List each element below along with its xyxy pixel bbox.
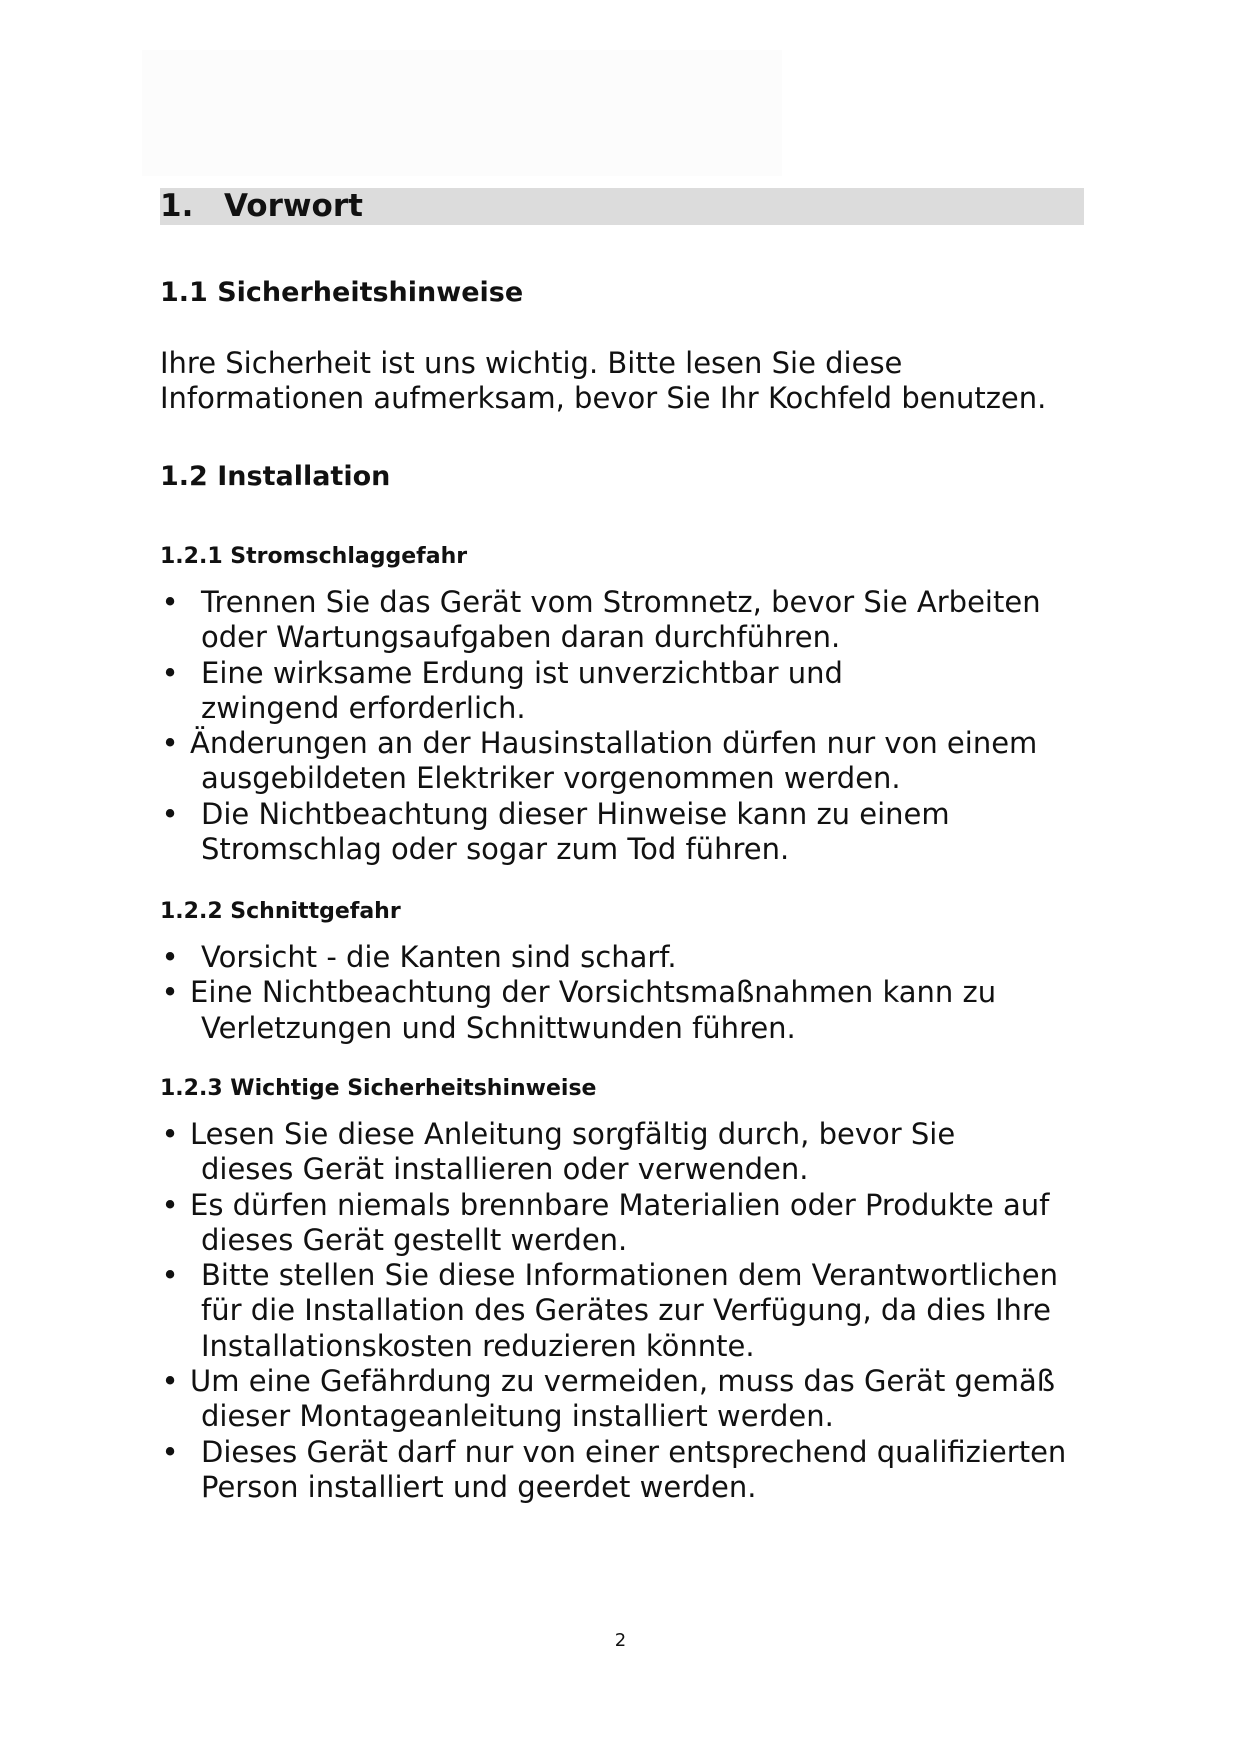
list-item-line: Person installiert und geerdet werden. (201, 1469, 757, 1504)
bullet-icon: • (161, 726, 179, 761)
list-item-text (160, 726, 1041, 797)
bullet-list-wichtige-sicherheitshinweise (160, 1117, 1066, 1505)
list-item-line: Änderungen an der Hausinstallation dürfen nur von einem (190, 726, 1038, 761)
list-item-line: Lesen Sie diese Anleitung sorgfältig durch, bevor Sie (190, 1117, 956, 1151)
list-item-line: zwingend erforderlich. (201, 690, 526, 725)
bullet-icon: • (161, 1117, 179, 1151)
section-heading-1-1: 1.1 Sicherheitshinweise (160, 277, 524, 308)
list-item (160, 975, 996, 1046)
page-header-area (142, 50, 782, 176)
list-item (160, 1258, 1066, 1364)
list-item (160, 1188, 1066, 1259)
list-item-text (160, 975, 996, 1046)
list-item-line: Eine wirksame Erdung ist unverzichtbar und (201, 655, 843, 690)
chapter-title: Vorwort (224, 188, 363, 224)
subsection-heading-1-2-1: 1.2.1 Stromschlaggefahr (160, 544, 468, 569)
list-item-line: Trennen Sie das Gerät vom Stromnetz, bevor Sie Arbeiten (201, 585, 1041, 619)
list-item-line: Eine Nichtbeachtung der Vorsichtsmaßnahmen kann zu (190, 975, 997, 1010)
list-item-line: dieser Montageanleitung installiert werden. (201, 1399, 834, 1434)
bullet-icon: • (161, 796, 179, 831)
list-item-line: Um eine Gefährdung zu vermeiden, muss das Gerät gemäß (190, 1364, 1056, 1399)
list-item-text (160, 1364, 1066, 1435)
list-item-text (160, 940, 996, 975)
section-1-1-paragraph (160, 346, 1046, 417)
list-item (160, 1364, 1066, 1435)
list-item-text (160, 585, 1041, 656)
bullet-icon: • (161, 975, 179, 1010)
subsection-heading-1-2-2: 1.2.2 Schnittgefahr (160, 899, 401, 924)
section-heading-1-2: 1.2 Installation (160, 461, 391, 492)
paragraph-line: Ihre Sicherheit ist uns wichtig. Bitte lesen Sie diese (160, 346, 903, 380)
list-item-line: Vorsicht - die Kanten sind scharf. (201, 940, 677, 974)
list-item-line: Stromschlag oder sogar zum Tod führen. (201, 832, 790, 867)
list-item-line: Die Nichtbeachtung dieser Hinweise kann zu einem (201, 796, 950, 831)
list-item-line: oder Wartungsaufgaben daran durchführen. (201, 620, 841, 655)
bullet-icon: • (161, 940, 179, 974)
list-item-line: für die Installation des Gerätes zur Verfügung, da dies Ihre (201, 1293, 1052, 1328)
list-item-text (160, 1258, 1066, 1364)
bullet-list-schnittgefahr (160, 940, 996, 1046)
list-item (160, 1435, 1066, 1506)
bullet-icon: • (161, 1364, 179, 1399)
bullet-icon: • (161, 1258, 179, 1293)
list-item-text (160, 1188, 1066, 1259)
bullet-icon: • (161, 1187, 179, 1222)
list-item-line: Bitte stellen Sie diese Informationen dem Verantwortlichen (201, 1258, 1058, 1293)
list-item-line: dieses Gerät gestellt werden. (201, 1222, 628, 1257)
bullet-icon: • (161, 1434, 179, 1469)
list-item (160, 797, 1041, 868)
list-item (160, 656, 1041, 727)
bullet-icon: • (161, 655, 179, 690)
bullet-icon: • (161, 585, 179, 619)
page-number: 2 (614, 1630, 627, 1651)
bullet-list-stromschlaggefahr (160, 585, 1041, 867)
list-item-text (160, 656, 1041, 727)
subsection-heading-1-2-3: 1.2.3 Wichtige Sicherheitshinweise (160, 1076, 597, 1101)
list-item-line: ausgebildeten Elektriker vorgenommen werden. (201, 761, 901, 796)
list-item-text (160, 797, 1041, 868)
list-item-line: Installationskosten reduzieren könnte. (201, 1328, 755, 1363)
chapter-number: 1. (160, 188, 194, 224)
list-item (160, 1117, 1066, 1188)
list-item-line: Es dürfen niemals brennbare Materialien oder Produkte auf (190, 1187, 1050, 1222)
list-item-line: dieses Gerät installieren oder verwenden. (201, 1152, 809, 1187)
paragraph-line: Informationen aufmerksam, bevor Sie Ihr Kochfeld benutzen. (160, 381, 1047, 416)
list-item-text (160, 1117, 1066, 1188)
list-item (160, 940, 996, 975)
list-item (160, 585, 1041, 656)
list-item (160, 726, 1041, 797)
list-item-line: Dieses Gerät darf nur von einer entsprechend qualifizierten (201, 1434, 1067, 1469)
list-item-line: Verletzungen und Schnittwunden führen. (201, 1010, 796, 1045)
list-item-text (160, 1435, 1066, 1506)
